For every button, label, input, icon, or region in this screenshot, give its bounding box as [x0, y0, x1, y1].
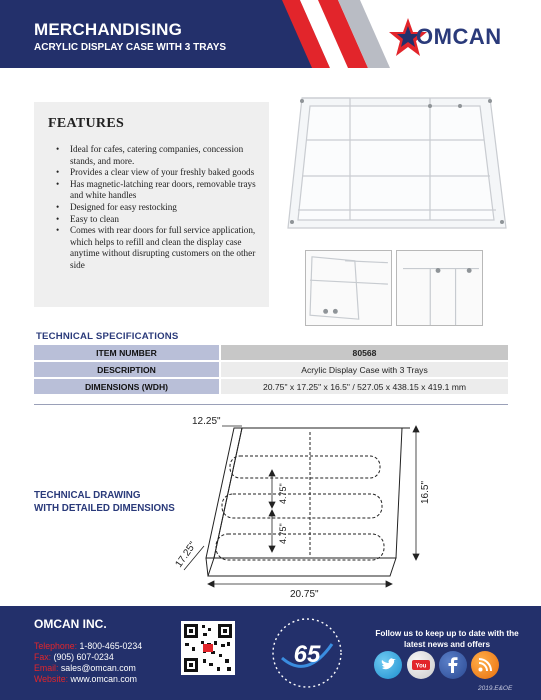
telephone-value[interactable]: 1-800-465-0234 — [79, 641, 143, 651]
dim-tray-upper-label: 4.75" — [278, 483, 288, 504]
email-link[interactable]: sales@omcan.com — [60, 663, 136, 673]
specs-table — [34, 345, 508, 396]
website-link[interactable]: www.omcan.com — [70, 674, 137, 684]
page-subtitle: ACRYLIC DISPLAY CASE WITH 3 TRAYS — [34, 42, 227, 53]
drawing-title-line: TECHNICAL DRAWING — [34, 490, 141, 501]
spec-row — [34, 379, 508, 394]
drawing-title-line: WITH DETAILED DIMENSIONS — [34, 503, 175, 514]
features-list — [56, 144, 261, 272]
youtube-icon[interactable] — [407, 651, 435, 679]
dim-width-label: 20.75" — [290, 589, 319, 600]
document-code: 2019.E&OE — [478, 685, 513, 692]
spec-row — [34, 345, 508, 360]
dim-depth-label: 17.25" — [173, 540, 199, 570]
specs-title: TECHNICAL SPECIFICATIONS — [36, 331, 179, 342]
facebook-icon[interactable] — [439, 651, 467, 679]
feature-item: • Designed for easy restocking — [56, 202, 261, 214]
email-label: Email: — [34, 663, 59, 673]
features-title: FEATURES — [48, 116, 125, 131]
follow-line: Follow us to keep up to date with the — [375, 629, 519, 638]
rss-icon[interactable] — [471, 651, 499, 679]
twitter-icon[interactable] — [374, 651, 402, 679]
feature-item: • Easy to clean — [56, 214, 261, 226]
product-thumbnail-door — [305, 250, 392, 326]
omcan-logo — [388, 16, 528, 60]
spec-label: DIMENSIONS (WDH) — [34, 379, 219, 394]
page-title: MERCHANDISING — [34, 20, 183, 39]
dim-tray-lower-label: 4.75" — [278, 523, 288, 544]
footer-email — [34, 663, 136, 673]
follow-line: latest news and offers — [404, 640, 490, 649]
spec-value: 20.75" x 17.25" x 16.5" / 527.05 x 438.15 x 419.1 mm — [221, 379, 508, 394]
feature-item: • Comes with rear doors for full service application, which helps to refill and clean the display case anytime without disrupting customers on the other side — [56, 225, 261, 271]
product-thumbnail-corner — [396, 250, 483, 326]
drawing-title — [34, 489, 175, 515]
spec-label: ITEM NUMBER — [34, 345, 219, 360]
feature-item: • Has magnetic-latching rear doors, removable trays and white handles — [56, 179, 261, 202]
website-label: Website: — [34, 674, 69, 684]
footer-telephone — [34, 641, 142, 651]
footer-company: OMCAN INC. — [34, 617, 107, 631]
spec-label: DESCRIPTION — [34, 362, 219, 377]
qr-code[interactable] — [181, 621, 235, 675]
spec-row — [34, 362, 508, 377]
badge-number: 65 — [293, 641, 321, 668]
fax-label: Fax: — [34, 652, 52, 662]
svg-text:You: You — [415, 663, 427, 670]
spec-value: 80568 — [221, 345, 508, 360]
divider — [34, 404, 508, 405]
feature-item: • Ideal for cafes, catering companies, concession stands, and more. — [56, 144, 261, 167]
product-photo — [280, 92, 512, 242]
brand-name: OMCAN — [416, 24, 502, 49]
spec-value: Acrylic Display Case with 3 Trays — [221, 362, 508, 377]
dim-top-label: 12.25" — [192, 416, 221, 427]
footer-website — [34, 674, 137, 684]
footer-fax — [34, 652, 114, 662]
telephone-label: Telephone: — [34, 641, 78, 651]
fax-value: (905) 607-0234 — [53, 652, 114, 662]
header — [0, 0, 541, 68]
follow-text — [372, 628, 522, 650]
feature-item: • Provides a clear view of your freshly baked goods — [56, 167, 261, 179]
anniversary-badge — [268, 614, 346, 692]
technical-drawing — [170, 408, 450, 600]
dim-height-label: 16.5" — [420, 480, 431, 504]
